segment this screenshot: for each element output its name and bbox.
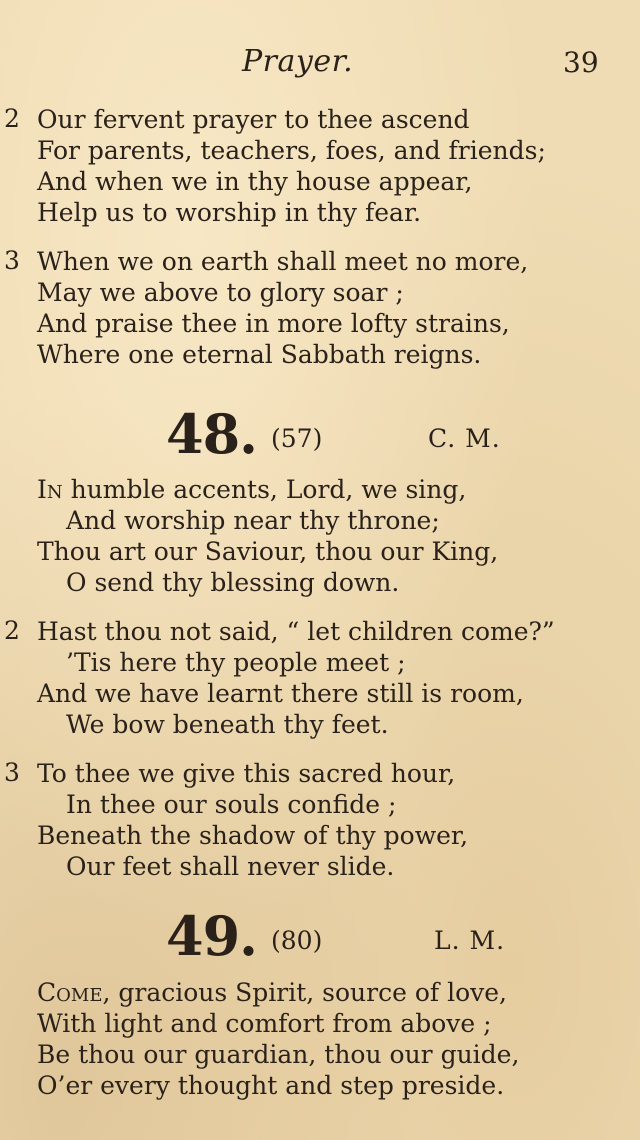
verse-line-text: gracious Spirit, source of love, [118,978,507,1007]
hymn-tune-reference: (80) [271,926,323,955]
verse-number: 3 [4,246,20,275]
verse-line: Our feet shall never slide. [66,852,395,881]
hymn-number: 49. [166,904,257,968]
verse-line: To thee we give this sacred hour, [37,759,456,788]
running-title: Prayer. [242,44,354,79]
verse-line-text: humble accents, Lord, we sing, [70,475,467,504]
verse-line [37,977,507,1008]
verse-line: When we on earth shall meet no more, [37,247,529,276]
verse-line: O send thy blessing down. [66,568,400,597]
hymn-number: 48. [166,402,257,466]
verse-line: Help us to worship in thy fear. [37,198,422,227]
verse-line: Our fervent prayer to thee ascend [37,105,470,134]
first-word: In [37,475,63,504]
hymn-meter: C. M. [428,424,501,453]
verse-line: Hast thou not said, “ let children come?” [37,617,555,646]
verse-number: 3 [4,758,20,787]
verse-line: Beneath the shadow of thy power, [37,821,469,850]
verse-line: And worship near thy throne; [66,506,440,535]
verse-number: 2 [4,616,20,645]
verse-line: Thou art our Saviour, thou our King, [37,537,499,566]
hymn-heading [0,404,640,464]
verse-line: O’er every thought and step preside. [37,1071,505,1100]
verse-line: Where one eternal Sabbath reigns. [37,340,482,369]
verse-line: For parents, teachers, foes, and friends; [37,136,546,165]
verse-line: May we above to glory soar ; [37,278,404,307]
first-word: Come, [37,978,111,1007]
verse-line: And when we in thy house appear, [37,167,473,196]
hymn-heading [0,906,640,966]
verse-line: And praise thee in more lofty strains, [37,309,510,338]
verse-line: Be thou our guardian, thou our guide, [37,1040,520,1069]
verse-line: With light and comfort from above ; [37,1009,492,1038]
hymn-tune-reference: (57) [271,424,323,453]
verse-line [37,474,466,505]
page-number: 39 [563,46,599,79]
verse-line: We bow beneath thy feet. [66,710,389,739]
hymn-meter: L. M. [434,926,506,955]
verse-line: ’Tis here thy people meet ; [66,648,406,677]
verse-number: 2 [4,104,20,133]
verse-line: In thee our souls confide ; [66,790,397,819]
verse-line: And we have learnt there still is room, [37,679,524,708]
